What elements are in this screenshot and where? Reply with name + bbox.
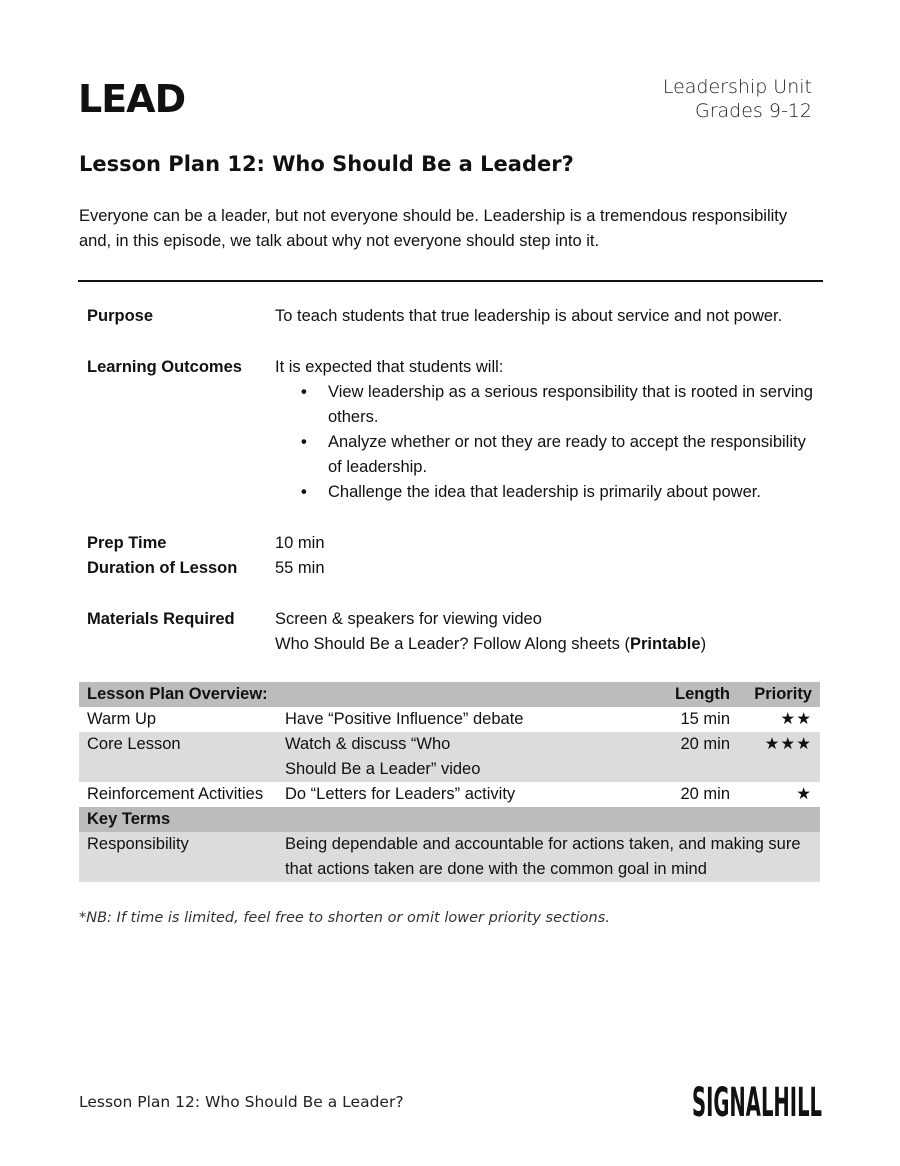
lesson-title: Lesson Plan 12: Who Should Be a Leader?: [79, 152, 574, 176]
term-cell: Responsibility: [79, 832, 277, 882]
table-row: [79, 782, 820, 807]
footer-title: Lesson Plan 12: Who Should Be a Leader?: [79, 1093, 404, 1111]
overview-heading: Lesson Plan Overview:: [79, 682, 648, 707]
section-divider: [78, 280, 823, 282]
outcome-item: • Challenge the idea that leadership is primarily about power.: [275, 480, 820, 505]
signalhill-logo-text: SIGNALHILL: [692, 1080, 822, 1120]
materials-line: Screen & speakers for viewing video: [275, 610, 542, 628]
section-cell: Reinforcement Activities: [87, 785, 264, 803]
outcomes-list: [275, 380, 820, 505]
unit-info: [663, 75, 812, 123]
materials-text: ): [700, 635, 707, 653]
section-cell: Warm Up: [87, 710, 157, 728]
outcomes-label: Learning Outcomes: [87, 358, 242, 376]
priority-stars: ★: [796, 785, 812, 803]
duration-value: 55 min: [275, 559, 325, 577]
materials-text: Who Should Be a Leader? Follow Along sheets (: [275, 635, 630, 653]
table-row: [79, 832, 820, 882]
signalhill-logo: [692, 1076, 822, 1120]
priority-stars: ★★: [780, 710, 812, 728]
materials-line: [275, 632, 820, 657]
prep-time-value: 10 min: [275, 534, 325, 552]
activity-cell: Have “Positive Influence” debate: [285, 710, 524, 728]
length-cell: 20 min: [648, 732, 738, 782]
section-cell: Core Lesson: [79, 732, 277, 782]
grade-range: Grades 9-12: [695, 100, 812, 122]
purpose-value: To teach students that true leadership is about service and not power.: [275, 307, 783, 325]
lesson-overview-table: [79, 682, 820, 882]
duration-label: Duration of Lesson: [87, 559, 238, 577]
overview-header-row: [79, 682, 820, 707]
outcomes-lead: It is expected that students will:: [275, 358, 504, 376]
priority-stars: ★★★: [738, 732, 820, 782]
printable-link[interactable]: Printable: [629, 635, 701, 653]
length-header: Length: [648, 682, 738, 707]
outcome-item: • View leadership as a serious responsibility that is rooted in serving others.: [275, 380, 820, 430]
length-cell: 15 min: [680, 710, 730, 728]
table-row: [79, 707, 820, 732]
time-note: *NB: If time is limited, feel free to shorten or omit lower priority sections.: [79, 910, 610, 926]
key-terms-header-row: [79, 807, 820, 832]
purpose-label: Purpose: [87, 307, 154, 325]
priority-header: Priority: [738, 682, 820, 707]
activity-cell: Do “Letters for Leaders” activity: [285, 785, 516, 803]
length-cell: 20 min: [680, 785, 730, 803]
table-row: [79, 732, 820, 782]
lead-logo: LEAD: [78, 77, 186, 121]
unit-name: Leadership Unit: [662, 76, 812, 98]
activity-cell: Watch & discuss “Who Should Be a Leader” video: [277, 732, 648, 782]
prep-time-label: Prep Time: [87, 534, 167, 552]
lesson-intro: Everyone can be a leader, but not everyone should be. Leadership is a tremendous responsibility and, in this episode, we talk about why not everyone should step into it.: [79, 207, 788, 250]
outcomes-block: [275, 355, 820, 505]
materials-label: Materials Required: [87, 610, 235, 628]
key-terms-heading: Key Terms: [79, 807, 820, 832]
materials-block: [275, 607, 820, 657]
outcome-item: • Analyze whether or not they are ready to accept the responsibility of leadership.: [275, 430, 820, 480]
definition-cell: Being dependable and accountable for actions taken, and making sure that actions taken are done with the common goal in mind: [277, 832, 820, 882]
